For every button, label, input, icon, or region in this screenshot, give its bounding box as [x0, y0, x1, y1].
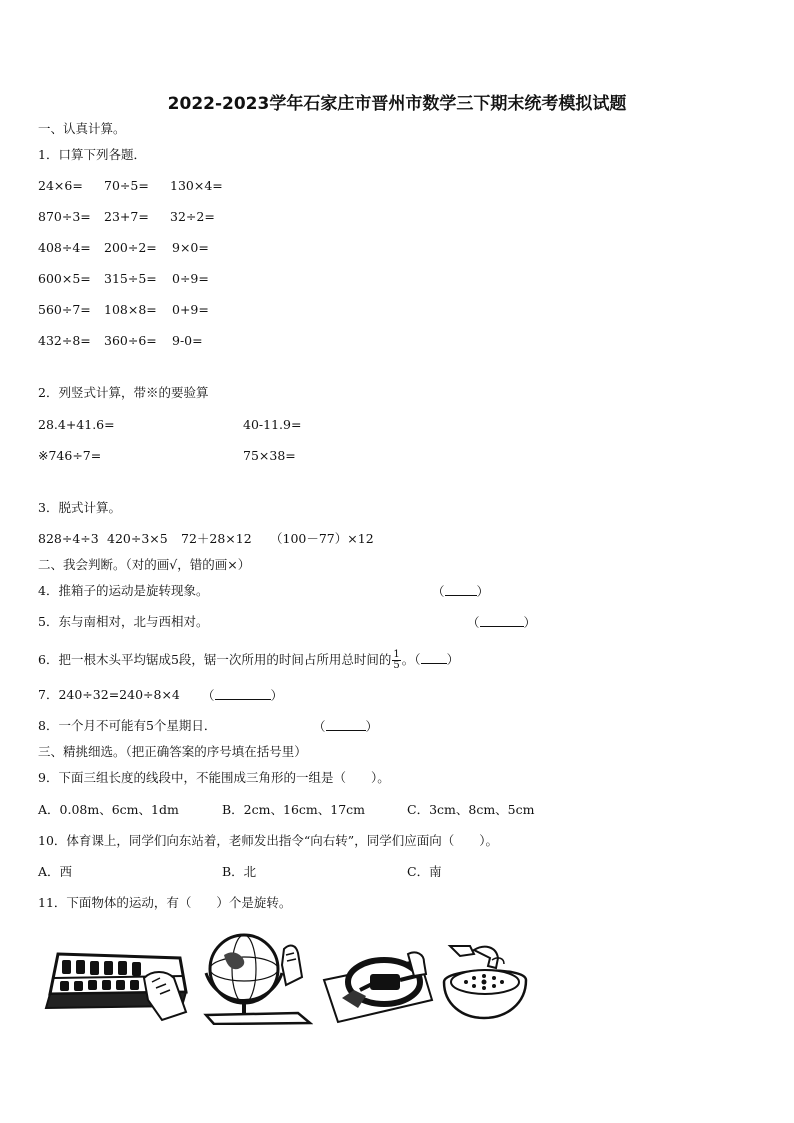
paren-close: ）: [523, 615, 537, 630]
oral-item: 130×4=: [170, 178, 223, 193]
oral-item: 9-0=: [172, 333, 203, 348]
q10-option-a[interactable]: A．西: [38, 864, 73, 879]
oral-item: 360÷6=: [104, 333, 157, 348]
oral-item: 9×0=: [172, 240, 209, 255]
step-calc-item: （100－77）×12: [270, 531, 374, 546]
page-title: 2022-2023学年石家庄市晋州市数学三下期末统考模拟试题: [167, 94, 627, 114]
oral-item: 32÷2=: [170, 209, 215, 224]
paren-open: （: [202, 688, 215, 703]
section3-heading: 三、精挑细选。（把正确答案的序号填在括号里）: [38, 744, 307, 759]
paren-close: ）: [365, 719, 379, 734]
step-calc-item: 828÷4÷3: [38, 531, 99, 546]
fraction-numerator: 1: [393, 649, 400, 660]
fraction-denominator: 5: [393, 660, 400, 671]
oral-item: 200÷2=: [104, 240, 157, 255]
vertical-calc-item: 75×38=: [243, 448, 296, 463]
q8-text: 8．一个月不可能有5个星期日．: [38, 718, 217, 733]
fraction-one-fifth: [392, 650, 400, 671]
oral-item: 600×5=: [38, 271, 91, 286]
q6-text: 6．把一根木头平均锯成5段，锯一次所用的时间占所用总时间的: [38, 652, 392, 667]
q7-text: 7．240÷32=240÷8×4: [38, 687, 180, 702]
step-calc-item: 420÷3×5: [107, 531, 168, 546]
q9-text: 9．下面三组长度的线段中，不能围成三角形的一组是（ ）。: [38, 770, 390, 785]
section2-heading: 二、我会判断。（对的画√，错的画×）: [38, 557, 251, 572]
globe-illustration: [198, 925, 313, 1025]
oral-item: 23+7=: [104, 209, 149, 224]
q4-text: 4．推箱子的运动是旋转现象。: [38, 583, 209, 598]
oral-item: 0+9=: [172, 302, 209, 317]
q2-label: 2．列竖式计算，带※的要验算: [38, 385, 209, 400]
q4-answer: [432, 583, 489, 600]
q7-answer-blank[interactable]: [215, 687, 271, 700]
paren-open: （: [313, 719, 326, 734]
oral-item: 408÷4=: [38, 240, 91, 255]
oral-item: 108×8=: [104, 302, 157, 317]
vertical-calc-item: 28.4+41.6=: [38, 417, 115, 432]
paren-close: ）: [270, 688, 284, 703]
q4-answer-blank[interactable]: [445, 583, 477, 596]
q6: [38, 650, 459, 671]
oral-item: 0÷9=: [172, 271, 209, 286]
q9-option-c[interactable]: C．3cm、8cm、5cm: [407, 802, 535, 817]
q11-text: 11．下面物体的运动，有（ ）个是旋转。: [38, 895, 292, 910]
section1-heading: 一、认真计算。: [38, 121, 126, 136]
vertical-calc-item: ※746÷7=: [38, 448, 102, 463]
oral-item: 315÷5=: [104, 271, 157, 286]
abacus-illustration: [40, 948, 190, 1024]
vertical-calc-item: 40-11.9=: [243, 417, 302, 432]
oral-item: 870÷3=: [38, 209, 91, 224]
q3-label: 3．脱式计算。: [38, 500, 121, 515]
paren-close: ）: [476, 584, 490, 599]
q8-answer-blank[interactable]: [326, 718, 366, 731]
faucet-sink-illustration: [440, 938, 530, 1023]
q9-option-a[interactable]: A．0.08m、6cm、1dm: [38, 802, 179, 817]
q10-text: 10．体育课上，同学们向东站着，老师发出指令“向右转”，同学们应面向（ ）。: [38, 833, 498, 848]
q10-option-b[interactable]: B．北: [222, 864, 257, 879]
oral-item: 432÷8=: [38, 333, 91, 348]
q9-option-b[interactable]: B．2cm、16cm、17cm: [222, 802, 366, 817]
q5-answer: [467, 614, 536, 631]
steering-wheel-illustration: [320, 940, 435, 1025]
q6-answer-blank[interactable]: [421, 651, 447, 664]
oral-item: 560÷7=: [38, 302, 91, 317]
q1-label: 1．口算下列各题．: [38, 147, 146, 162]
oral-item: 70÷5=: [104, 178, 149, 193]
q8-answer: [313, 718, 378, 735]
paren-open: （: [467, 615, 480, 630]
q5-answer-blank[interactable]: [480, 614, 524, 627]
q10-option-c[interactable]: C．南: [407, 864, 442, 879]
paren-open: （: [432, 584, 445, 599]
q7-answer: [202, 687, 283, 704]
step-calc-item: 72＋28×12: [181, 531, 252, 546]
paren-close: ）: [446, 652, 460, 667]
q6-tail: 。（: [401, 652, 421, 667]
q5-text: 5．东与南相对，北与西相对。: [38, 614, 209, 629]
oral-item: 24×6=: [38, 178, 83, 193]
